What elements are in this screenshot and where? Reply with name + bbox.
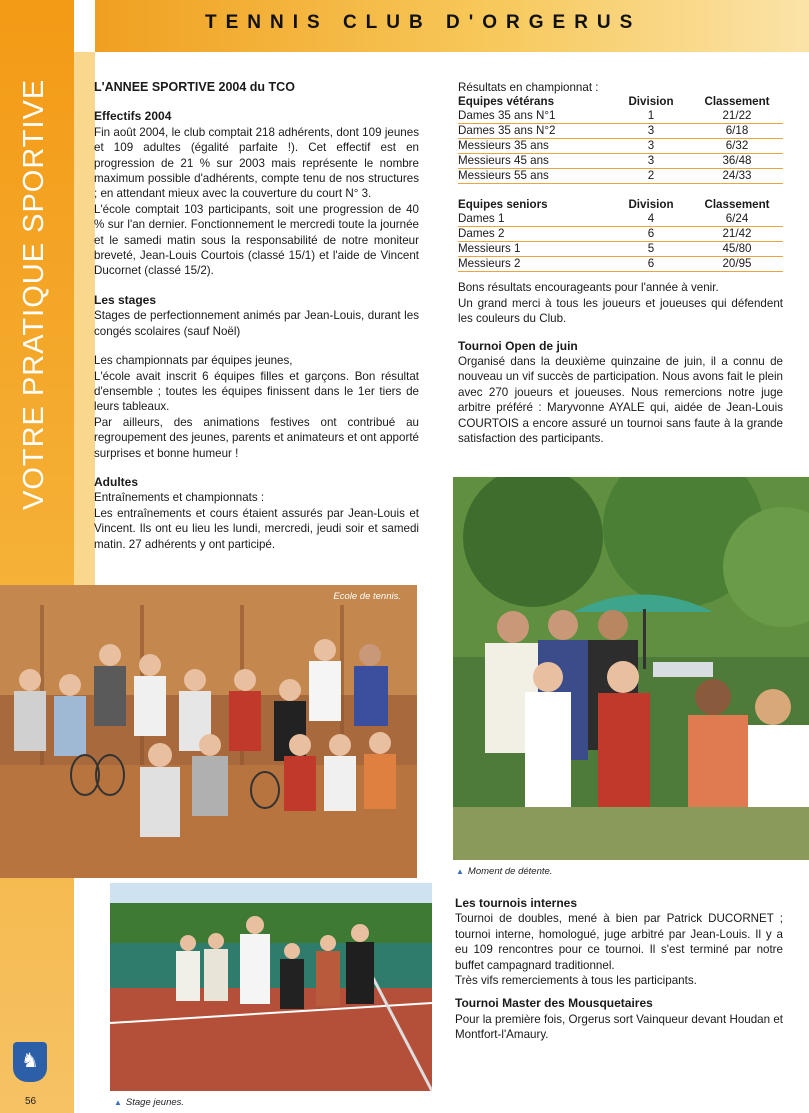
vertical-section-title: VOTRE PRATIQUE SPORTIVE — [18, 78, 50, 510]
header-band — [95, 0, 809, 52]
master-title: Tournoi Master des Mousquetaires — [455, 996, 653, 1011]
team-cell: Dames 35 ans N°2 — [458, 124, 611, 139]
division-cell: 3 — [611, 154, 691, 169]
division-cell: 4 — [611, 212, 691, 227]
caption-marker-icon: ▲ — [456, 867, 464, 876]
internes-title: Les tournois internes — [455, 896, 578, 910]
ranking-cell: 6/18 — [691, 124, 783, 139]
stages-paragraph-4: Par ailleurs, des animations festives ont contribué au regroupement des jeunes, parents et animateurs et ont apporté surprises et bonne humeur ! — [94, 415, 419, 460]
page-header-title: TENNIS CLUB D'ORGERUS — [205, 12, 642, 33]
results-intro: Résultats en championnat : — [458, 81, 599, 94]
veterans-table — [458, 95, 783, 184]
gold-accent-strip — [74, 52, 95, 592]
adultes-paragraph-2: Les entraînements et cours étaient assurés par Jean-Louis et Vincent. Ils ont eu lieu les lundi, mercredi, jeudi soir et samedi matin. 27 adhérents y ont participé. — [94, 506, 419, 551]
division-cell: 1 — [611, 109, 691, 124]
table-header: Division — [628, 95, 674, 109]
team-cell: Dames 1 — [458, 212, 611, 227]
article-heading: L'ANNEE SPORTIVE 2004 du TCO — [94, 80, 295, 94]
photo-stage-jeunes — [110, 883, 432, 1091]
team-cell: Messieurs 45 ans — [458, 154, 611, 169]
ranking-cell: 20/95 — [691, 257, 783, 272]
division-cell: 3 — [611, 139, 691, 154]
adultes-title: Adultes — [94, 474, 139, 489]
stages-title: Les stages — [94, 292, 157, 307]
ranking-cell: 6/32 — [691, 139, 783, 154]
photo-caption-ecole: Ecole de tennis. — [333, 591, 401, 602]
open-tournament-paragraph: Organisé dans la deuxième quinzaine de juin, il a connu de nouveau un vif succès de participation. Nous avons fait le plein avec 270 joueurs et joueuses. Nous remercions notre juge arbitre préféré : Maryvonne AYALE qui, aidée de Jean-Louis COURTOIS a encore assuré un tournoi sans faute à la grande satisfaction des participants. — [458, 355, 783, 446]
table-row — [458, 212, 783, 227]
caption-moment-de-detente — [456, 866, 552, 877]
effectifs-paragraph-1: Fin août 2004, le club comptait 218 adhérents, dont 109 jeunes et 109 adultes (égalité parfaite !). Cet effectif est en progression de 21 % sur 2003 mais représente le nombre maximum possible d'adhérents, compte tenu de nos structures ; en attendant mieux avec la couverture du court N° 3. — [94, 125, 419, 201]
table-row — [458, 109, 783, 124]
table-row — [458, 124, 783, 139]
ranking-cell: 45/80 — [691, 242, 783, 257]
stages-paragraph-1: Stages de perfectionnement animés par Jean-Louis, durant les congés scolaires (sauf Noël) — [94, 309, 419, 338]
table-header: Division — [628, 198, 674, 212]
table-row — [458, 257, 783, 272]
photo-moment-de-detente — [453, 477, 809, 860]
photo-ecole-de-tennis — [0, 585, 417, 878]
results-paragraph-1: Bons résultats encourageants pour l'année à venir. — [458, 281, 719, 295]
ranking-cell: 6/24 — [691, 212, 783, 227]
sidebar — [0, 0, 74, 1113]
page-number: 56 — [25, 1096, 37, 1107]
division-cell: 3 — [611, 124, 691, 139]
division-cell: 2 — [611, 169, 691, 184]
right-bottom-column — [455, 896, 783, 1043]
table-row — [458, 139, 783, 154]
division-cell: 6 — [611, 227, 691, 242]
division-cell: 5 — [611, 242, 691, 257]
ranking-cell: 21/22 — [691, 109, 783, 124]
ranking-cell: 21/42 — [691, 227, 783, 242]
table-row — [458, 227, 783, 242]
team-cell: Messieurs 55 ans — [458, 169, 611, 184]
caption-stage-jeunes — [114, 1097, 184, 1108]
team-cell: Messieurs 1 — [458, 242, 611, 257]
results-paragraph-2: Un grand merci à tous les joueurs et joueuses qui défendent les couleurs du Club. — [458, 296, 783, 326]
caption-marker-icon: ▲ — [114, 1098, 122, 1107]
team-cell: Dames 2 — [458, 227, 611, 242]
team-cell: Dames 35 ans N°1 — [458, 109, 611, 124]
master-paragraph: Pour la première fois, Orgerus sort Vainqueur devant Houdan et Montfort-l'Amaury. — [455, 1012, 783, 1042]
table-row — [458, 154, 783, 169]
caption-text: Moment de détente. — [467, 866, 553, 877]
caption-text: Stage jeunes. — [125, 1097, 185, 1108]
internes-paragraph-2: Très vifs remerciements à tous les participants. — [455, 974, 697, 988]
effectifs-title: Effectifs 2004 — [94, 109, 172, 124]
table-header: Equipes seniors — [458, 198, 548, 212]
left-column — [94, 80, 419, 552]
ranking-cell: 24/33 — [691, 169, 783, 184]
internes-paragraph-1: Tournoi de doubles, mené à bien par Patrick DUCORNET ; tournoi interne, homologué, juge arbitré par Jean-Louis. Il y a eu 109 rencontres pour ce tournoi. Il s'est terminé par notre buffet campagnard traditionnel. — [455, 912, 783, 972]
table-row — [458, 242, 783, 257]
stages-paragraph-2: Les championnats par équipes jeunes, — [94, 354, 293, 368]
rooster-logo-icon: ♞ — [13, 1042, 47, 1082]
stages-paragraph-3: L'école avait inscrit 6 équipes filles et garçons. Bon résultat d'ensemble ; toutes les équipes finissent dans le 1er tiers de leurs tableaux. — [94, 369, 419, 414]
table-header: Classement — [704, 95, 770, 109]
division-cell: 6 — [611, 257, 691, 272]
table-row — [458, 169, 783, 184]
open-tournament-title: Tournoi Open de juin — [458, 338, 578, 353]
effectifs-paragraph-2: L'école comptait 103 participants, soit une progression de 40 % sur l'an dernier. Fonctionnement le mercredi toute la journée et le samedi matin sous la responsabilité de notre moniteur breveté, Jean-Louis Courtois (classé 15/1) et l'aide de Vincent Ducornet (classé 15/2). — [94, 202, 419, 278]
table-header: Classement — [704, 198, 770, 212]
right-column — [458, 80, 783, 446]
seniors-table — [458, 198, 783, 272]
adultes-paragraph-1: Entraînements et championnats : — [94, 491, 265, 505]
table-header: Equipes vétérans — [458, 95, 555, 109]
team-cell: Messieurs 35 ans — [458, 139, 611, 154]
team-cell: Messieurs 2 — [458, 257, 611, 272]
ranking-cell: 36/48 — [691, 154, 783, 169]
